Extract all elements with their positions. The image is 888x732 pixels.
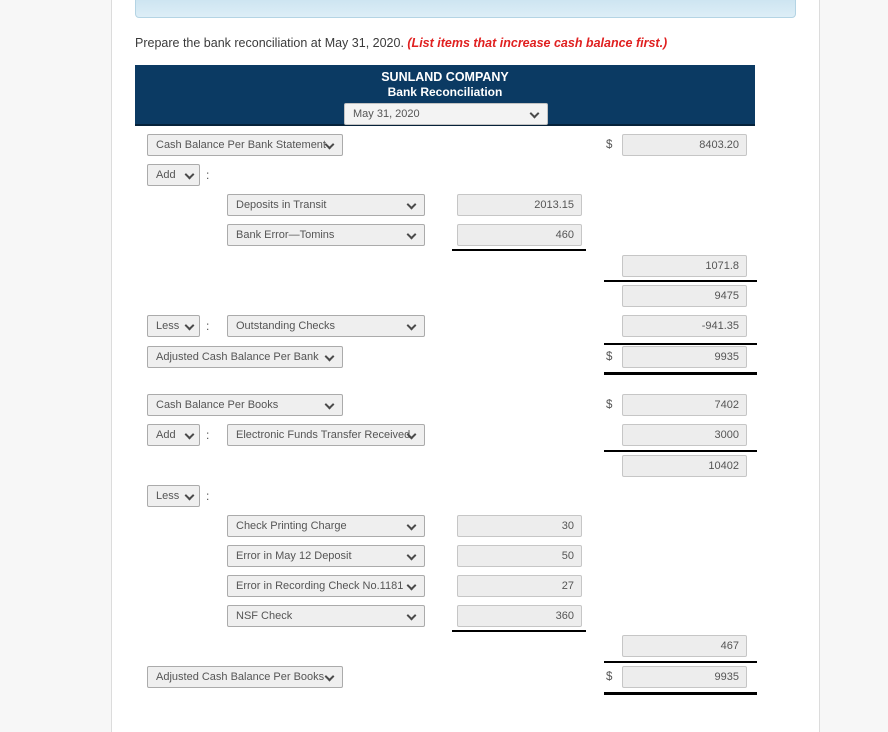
currency-symbol: $: [606, 139, 613, 151]
bank-error-amount-input[interactable]: [457, 224, 582, 246]
error-recording-check-select[interactable]: [227, 575, 425, 597]
books-balance-amount-input[interactable]: [622, 394, 747, 416]
subtotal-rule: [604, 661, 757, 663]
adjusted-bank-amount-input[interactable]: [622, 346, 747, 368]
error-may12-deposit-select[interactable]: [227, 545, 425, 567]
bank-less-select[interactable]: [147, 315, 200, 337]
bank-add-select[interactable]: [147, 164, 200, 186]
error-may12-deposit-select-value: Error in May 12 Deposit: [236, 550, 352, 562]
chevron-down-icon: [325, 400, 335, 410]
nsf-check-amount-input[interactable]: [457, 605, 582, 627]
chevron-down-icon: [407, 551, 417, 561]
company-name: SUNLAND COMPANY: [381, 70, 509, 84]
chevron-down-icon: [325, 140, 335, 150]
chevron-down-icon: [185, 170, 195, 180]
chevron-down-icon: [407, 230, 417, 240]
chevron-down-icon: [325, 352, 335, 362]
bank-statement-amount-input[interactable]: [622, 134, 747, 156]
deposits-in-transit-select[interactable]: [227, 194, 425, 216]
report-title: Bank Reconciliation: [387, 85, 503, 99]
outstanding-checks-select[interactable]: [227, 315, 425, 337]
cash-balance-per-bank-select-value: Cash Balance Per Bank Statement: [156, 139, 326, 151]
subtotal-rule: [452, 249, 586, 251]
deposits-in-transit-amount-input[interactable]: [457, 194, 582, 216]
chevron-down-icon: [407, 200, 417, 210]
eft-received-select-value: Electronic Funds Transfer Received: [236, 429, 411, 441]
chevron-down-icon: [407, 321, 417, 331]
colon-separator: :: [206, 489, 210, 503]
adjusted-cash-balance-per-books-select[interactable]: [147, 666, 343, 688]
adjusted-cash-balance-per-bank-select[interactable]: [147, 346, 343, 368]
books-add-select[interactable]: [147, 424, 200, 446]
subtotal-rule: [604, 450, 757, 452]
currency-symbol: $: [606, 399, 613, 411]
check-printing-charge-select-value: Check Printing Charge: [236, 520, 347, 532]
colon-separator: :: [206, 319, 210, 333]
currency-symbol: $: [606, 351, 613, 363]
bank-error-select[interactable]: [227, 224, 425, 246]
bank-error-select-value: Bank Error—Tomins: [236, 229, 335, 241]
colon-separator: :: [206, 168, 210, 182]
chevron-down-icon: [530, 109, 540, 119]
chevron-down-icon: [407, 521, 417, 531]
chevron-down-icon: [185, 430, 195, 440]
error-recording-check-select-value: Error in Recording Check No.1181: [236, 580, 404, 592]
eft-received-select[interactable]: [227, 424, 425, 446]
chevron-down-icon: [185, 491, 195, 501]
cash-balance-per-books-select[interactable]: [147, 394, 343, 416]
bank-subtotal-input[interactable]: [622, 285, 747, 307]
chevron-down-icon: [325, 672, 335, 682]
books-subtotal-input[interactable]: [622, 455, 747, 477]
alert-banner: [135, 0, 796, 18]
instruction-note: (List items that increase cash balance first.): [407, 36, 668, 50]
subtotal-rule: [604, 343, 757, 345]
adjusted-cash-balance-per-books-select-value: Adjusted Cash Balance Per Books: [156, 671, 325, 683]
error-may12-deposit-amount-input[interactable]: [457, 545, 582, 567]
date-select-value: May 31, 2020: [353, 108, 420, 120]
instruction-plain: Prepare the bank reconciliation at May 31, 2020.: [135, 36, 408, 50]
adjusted-cash-balance-per-bank-select-value: Adjusted Cash Balance Per Bank: [156, 351, 319, 363]
total-rule: [604, 692, 757, 695]
deposits-in-transit-select-value: Deposits in Transit: [236, 199, 327, 211]
total-rule: [604, 372, 757, 375]
bank-additions-total-input[interactable]: [622, 255, 747, 277]
books-add-select-value: Add: [156, 429, 176, 441]
nsf-check-select[interactable]: [227, 605, 425, 627]
books-less-select[interactable]: [147, 485, 200, 507]
books-deductions-total-input[interactable]: [622, 635, 747, 657]
outstanding-checks-amount-input[interactable]: [622, 315, 747, 337]
eft-received-amount-input[interactable]: [622, 424, 747, 446]
chevron-down-icon: [185, 321, 195, 331]
outstanding-checks-select-value: Outstanding Checks: [236, 320, 336, 332]
check-printing-charge-select[interactable]: [227, 515, 425, 537]
subtotal-rule: [604, 280, 757, 282]
bank-less-select-value: Less: [156, 320, 180, 332]
error-recording-check-amount-input[interactable]: [457, 575, 582, 597]
chevron-down-icon: [407, 581, 417, 591]
nsf-check-select-value: NSF Check: [236, 610, 293, 622]
bank-add-select-value: Add: [156, 169, 176, 181]
cash-balance-per-bank-select[interactable]: [147, 134, 343, 156]
subtotal-rule: [452, 630, 586, 632]
cash-balance-per-books-select-value: Cash Balance Per Books: [156, 399, 279, 411]
colon-separator: :: [206, 428, 210, 442]
chevron-down-icon: [407, 611, 417, 621]
date-select[interactable]: [344, 103, 548, 125]
check-printing-charge-amount-input[interactable]: [457, 515, 582, 537]
instruction-text: [135, 36, 667, 50]
adjusted-books-amount-input[interactable]: [622, 666, 747, 688]
currency-symbol: $: [606, 671, 613, 683]
books-less-select-value: Less: [156, 490, 180, 502]
